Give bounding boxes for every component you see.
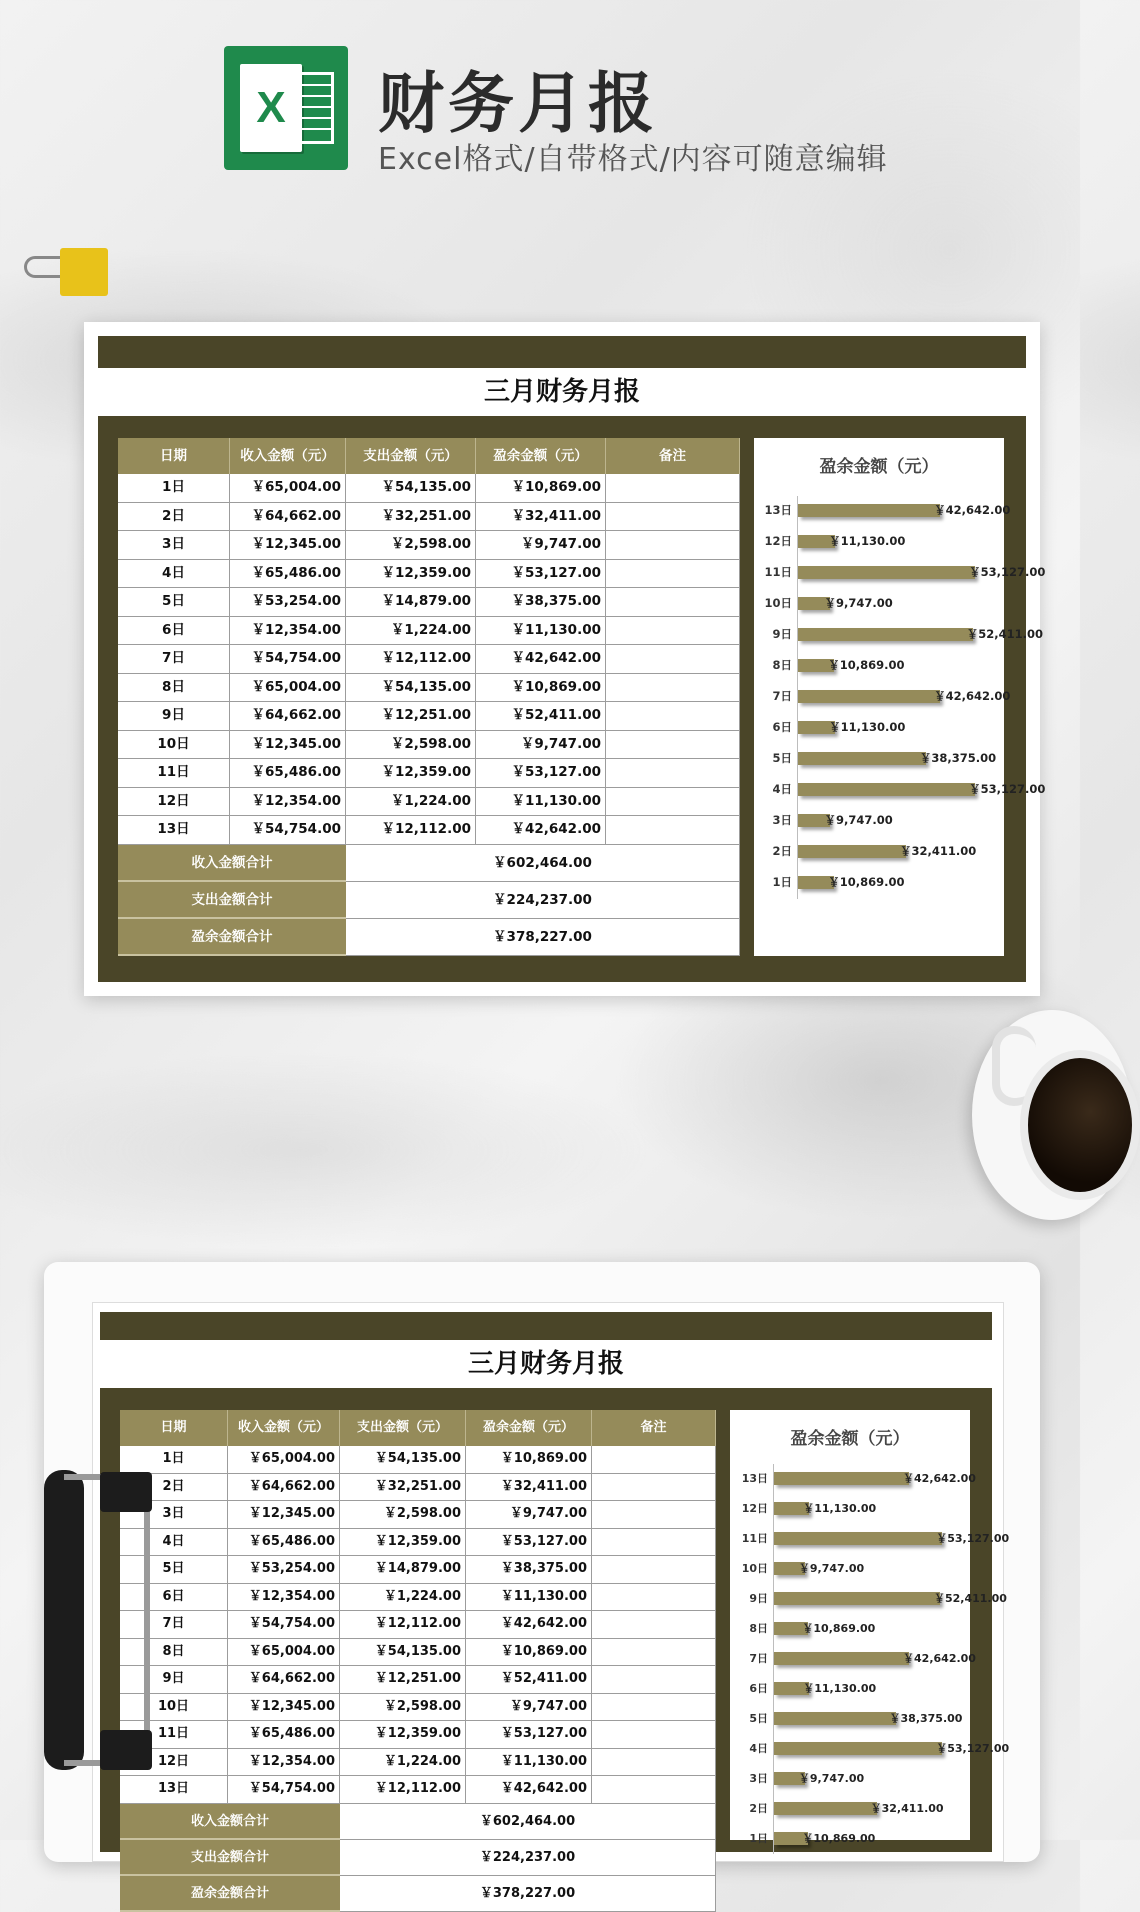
amount-cell: ￥64,662.00 — [228, 1474, 340, 1501]
amount-cell: ￥65,004.00 — [230, 474, 346, 502]
amount-cell: ￥32,411.00 — [476, 503, 606, 531]
date-cell: 10日 — [118, 731, 230, 759]
note-cell[interactable] — [606, 503, 740, 531]
chart-data-label: ￥11,130.00 — [803, 1502, 877, 1515]
amount-cell: ￥65,004.00 — [228, 1639, 340, 1666]
note-cell[interactable] — [606, 759, 740, 787]
amount-cell: ￥64,662.00 — [230, 503, 346, 531]
chart-data-label: ￥38,375.00 — [889, 1712, 963, 1725]
note-cell[interactable] — [592, 1776, 716, 1803]
chart-category-label: 6日 — [749, 1682, 768, 1695]
excel-logo-icon — [224, 46, 348, 170]
column-header: 收入金额（元） — [228, 1410, 340, 1446]
amount-cell: ￥53,127.00 — [476, 560, 606, 588]
date-cell: 12日 — [120, 1749, 228, 1776]
chart-bar — [798, 783, 975, 796]
amount-cell: ￥2,598.00 — [340, 1694, 466, 1721]
amount-cell: ￥14,879.00 — [346, 588, 476, 616]
total-value: ￥602,464.00 — [340, 1804, 716, 1840]
note-cell[interactable] — [606, 731, 740, 759]
table-row — [118, 816, 740, 845]
amount-cell: ￥12,345.00 — [228, 1694, 340, 1721]
date-cell: 4日 — [118, 560, 230, 588]
amount-cell: ￥65,004.00 — [228, 1446, 340, 1473]
date-cell: 7日 — [118, 645, 230, 673]
column-header: 盈余金额（元） — [476, 438, 606, 474]
table-header — [120, 1410, 716, 1446]
date-cell: 12日 — [118, 788, 230, 816]
chart-data-label: ￥10,869.00 — [828, 875, 905, 889]
chart-data-label: ￥42,642.00 — [934, 689, 1011, 703]
total-value: ￥378,227.00 — [340, 1876, 716, 1912]
amount-cell: ￥12,345.00 — [230, 731, 346, 759]
amount-cell: ￥12,112.00 — [340, 1776, 466, 1803]
amount-cell: ￥2,598.00 — [346, 731, 476, 759]
note-cell[interactable] — [606, 617, 740, 645]
table-row — [118, 645, 740, 674]
date-cell: 13日 — [120, 1776, 228, 1803]
date-cell: 3日 — [120, 1501, 228, 1528]
amount-cell: ￥12,112.00 — [340, 1611, 466, 1638]
chart-bar — [798, 566, 975, 579]
note-cell[interactable] — [606, 645, 740, 673]
chart-data-label: ￥42,642.00 — [903, 1472, 976, 1485]
amount-cell: ￥65,486.00 — [230, 759, 346, 787]
chart-category-label: 11日 — [764, 565, 792, 579]
table-row — [120, 1611, 716, 1639]
amount-cell: ￥32,251.00 — [340, 1474, 466, 1501]
amount-cell: ￥10,869.00 — [476, 474, 606, 502]
chart-data-label: ￥9,747.00 — [824, 596, 893, 610]
table-header — [118, 438, 740, 474]
amount-cell: ￥9,747.00 — [476, 531, 606, 559]
chart-bar — [774, 1652, 909, 1665]
chart-category-label: 5日 — [749, 1712, 768, 1725]
total-row — [120, 1840, 716, 1876]
note-cell[interactable] — [606, 674, 740, 702]
amount-cell: ￥9,747.00 — [466, 1501, 592, 1528]
table-row — [120, 1529, 716, 1557]
amount-cell: ￥12,354.00 — [230, 788, 346, 816]
table-row — [120, 1446, 716, 1474]
amount-cell: ￥1,224.00 — [346, 617, 476, 645]
chart-category-label: 3日 — [749, 1772, 768, 1785]
note-cell[interactable] — [592, 1611, 716, 1638]
date-cell: 6日 — [118, 617, 230, 645]
chart-data-label: ￥42,642.00 — [903, 1652, 976, 1665]
note-cell[interactable] — [592, 1639, 716, 1666]
chart-title: 盈余金额（元） — [790, 1429, 910, 1449]
amount-cell: ￥10,869.00 — [466, 1446, 592, 1473]
table-row — [118, 759, 740, 788]
date-cell: 1日 — [120, 1446, 228, 1473]
chart-data-label: ￥32,411.00 — [900, 844, 977, 858]
chart-category-label: 8日 — [749, 1622, 768, 1635]
amount-cell: ￥12,354.00 — [230, 617, 346, 645]
amount-cell: ￥11,130.00 — [466, 1749, 592, 1776]
date-cell: 2日 — [120, 1474, 228, 1501]
amount-cell: ￥54,754.00 — [228, 1611, 340, 1638]
date-cell: 9日 — [118, 702, 230, 730]
date-cell: 11日 — [120, 1721, 228, 1748]
amount-cell: ￥52,411.00 — [466, 1666, 592, 1693]
column-header: 备注 — [606, 438, 740, 474]
total-value: ￥378,227.00 — [346, 919, 740, 956]
chart-data-label: ￥53,127.00 — [936, 1742, 1010, 1755]
table-row — [120, 1666, 716, 1694]
table-row — [120, 1776, 716, 1804]
table-row — [118, 474, 740, 503]
report-title: 三月财务月报 — [100, 1340, 992, 1388]
amount-cell: ￥12,359.00 — [346, 759, 476, 787]
amount-cell: ￥54,135.00 — [340, 1446, 466, 1473]
date-cell: 5日 — [118, 588, 230, 616]
date-cell: 8日 — [120, 1639, 228, 1666]
note-cell[interactable] — [606, 560, 740, 588]
chart-category-label: 5日 — [772, 751, 792, 765]
date-cell: 10日 — [120, 1694, 228, 1721]
amount-cell: ￥53,254.00 — [230, 588, 346, 616]
chart-bar — [774, 1742, 942, 1755]
note-cell[interactable] — [592, 1501, 716, 1528]
amount-cell: ￥65,486.00 — [230, 560, 346, 588]
column-header: 日期 — [120, 1410, 228, 1446]
table-row — [118, 674, 740, 703]
table-row — [120, 1501, 716, 1529]
chart-category-label: 12日 — [764, 534, 792, 548]
table-row — [120, 1639, 716, 1667]
chart-category-label: 10日 — [741, 1562, 768, 1575]
amount-cell: ￥12,359.00 — [340, 1529, 466, 1556]
note-cell[interactable] — [606, 588, 740, 616]
table-row — [120, 1721, 716, 1749]
amount-cell: ￥12,345.00 — [228, 1501, 340, 1528]
chart-category-label: 9日 — [772, 627, 792, 641]
note-cell[interactable] — [606, 702, 740, 730]
amount-cell: ￥53,127.00 — [466, 1721, 592, 1748]
chart-bar — [798, 690, 940, 703]
column-header: 支出金额（元） — [340, 1410, 466, 1446]
chart-bar — [774, 1802, 877, 1815]
total-row — [118, 919, 740, 956]
column-header: 备注 — [592, 1410, 716, 1446]
chart-data-label: ￥32,411.00 — [870, 1802, 944, 1815]
total-label: 支出金额合计 — [118, 882, 346, 919]
total-row — [120, 1876, 716, 1912]
note-cell[interactable] — [592, 1474, 716, 1501]
table-row — [118, 731, 740, 760]
column-header: 日期 — [118, 438, 230, 474]
amount-cell: ￥53,254.00 — [228, 1556, 340, 1583]
total-row — [118, 845, 740, 882]
excel-logo-letter: X — [256, 83, 286, 132]
chart-category-label: 3日 — [772, 813, 792, 827]
chart-data-label: ￥9,747.00 — [824, 813, 893, 827]
chart-category-label: 9日 — [749, 1592, 768, 1605]
table-row — [118, 617, 740, 646]
amount-cell: ￥1,224.00 — [340, 1584, 466, 1611]
total-value: ￥224,237.00 — [340, 1840, 716, 1876]
chart-category-label: 7日 — [749, 1652, 768, 1665]
amount-cell: ￥54,135.00 — [340, 1639, 466, 1666]
chart-bar — [798, 628, 973, 641]
amount-cell: ￥32,251.00 — [346, 503, 476, 531]
chart-title: 盈余金额（元） — [819, 457, 939, 477]
amount-cell: ￥12,251.00 — [340, 1666, 466, 1693]
chart-data-label: ￥9,747.00 — [798, 1772, 865, 1785]
chart-data-label: ￥10,869.00 — [802, 1622, 876, 1635]
total-row — [120, 1804, 716, 1840]
amount-cell: ￥52,411.00 — [476, 702, 606, 730]
chart-data-label: ￥53,127.00 — [969, 565, 1046, 579]
page-title: 财务月报 — [378, 65, 658, 142]
chart-category-label: 1日 — [772, 875, 792, 889]
date-cell: 7日 — [120, 1611, 228, 1638]
chart-category-label: 2日 — [749, 1802, 768, 1815]
total-label: 收入金额合计 — [120, 1804, 340, 1840]
table-row — [118, 702, 740, 731]
table-row — [120, 1584, 716, 1612]
amount-cell: ￥65,486.00 — [228, 1721, 340, 1748]
chart-category-label: 13日 — [741, 1472, 768, 1485]
amount-cell: ￥42,642.00 — [476, 816, 606, 844]
note-cell[interactable] — [592, 1529, 716, 1556]
chart-category-label: 4日 — [772, 782, 792, 796]
chart-category-label: 13日 — [764, 503, 792, 517]
chart-category-label: 2日 — [772, 844, 792, 858]
amount-cell: ￥53,127.00 — [476, 759, 606, 787]
amount-cell: ￥54,754.00 — [228, 1776, 340, 1803]
date-cell: 5日 — [120, 1556, 228, 1583]
amount-cell: ￥38,375.00 — [466, 1556, 592, 1583]
chart-bar — [798, 845, 906, 858]
chart-bar — [774, 1592, 940, 1605]
note-cell[interactable] — [592, 1721, 716, 1748]
total-label: 收入金额合计 — [118, 845, 346, 882]
total-value: ￥602,464.00 — [346, 845, 740, 882]
chart-data-label: ￥10,869.00 — [802, 1832, 876, 1845]
chart-data-label: ￥42,642.00 — [934, 503, 1011, 517]
amount-cell: ￥2,598.00 — [346, 531, 476, 559]
chart-category-label: 8日 — [772, 658, 792, 672]
chart-bar — [774, 1472, 909, 1485]
chart-category-label: 12日 — [741, 1502, 768, 1515]
amount-cell: ￥14,879.00 — [340, 1556, 466, 1583]
chart-data-label: ￥53,127.00 — [969, 782, 1046, 796]
table-row — [118, 588, 740, 617]
table-row — [118, 788, 740, 817]
amount-cell: ￥32,411.00 — [466, 1474, 592, 1501]
date-cell: 1日 — [118, 474, 230, 502]
amount-cell: ￥54,135.00 — [346, 474, 476, 502]
amount-cell: ￥10,869.00 — [466, 1639, 592, 1666]
note-cell[interactable] — [606, 816, 740, 844]
amount-cell: ￥54,135.00 — [346, 674, 476, 702]
data-table — [118, 438, 740, 956]
table-row — [120, 1556, 716, 1584]
table-row — [120, 1474, 716, 1502]
chart-category-label: 10日 — [764, 596, 792, 610]
column-header: 支出金额（元） — [346, 438, 476, 474]
note-cell[interactable] — [592, 1694, 716, 1721]
chart-bar — [798, 504, 940, 517]
amount-cell: ￥11,130.00 — [476, 788, 606, 816]
amount-cell: ￥53,127.00 — [466, 1529, 592, 1556]
column-header: 盈余金额（元） — [466, 1410, 592, 1446]
total-row — [118, 882, 740, 919]
chart-data-label: ￥11,130.00 — [829, 720, 906, 734]
note-cell[interactable] — [592, 1556, 716, 1583]
amount-cell: ￥54,754.00 — [230, 816, 346, 844]
amount-cell: ￥64,662.00 — [228, 1666, 340, 1693]
amount-cell: ￥9,747.00 — [466, 1694, 592, 1721]
table-row — [118, 560, 740, 589]
chart-data-label: ￥38,375.00 — [919, 751, 997, 765]
date-cell: 2日 — [118, 503, 230, 531]
chart-data-label: ￥53,127.00 — [936, 1532, 1010, 1545]
amount-cell: ￥11,130.00 — [466, 1584, 592, 1611]
chart-data-label: ￥52,411.00 — [966, 627, 1043, 641]
amount-cell: ￥42,642.00 — [476, 645, 606, 673]
total-label: 盈余金额合计 — [120, 1876, 340, 1912]
date-cell: 6日 — [120, 1584, 228, 1611]
date-cell: 4日 — [120, 1529, 228, 1556]
note-cell[interactable] — [592, 1749, 716, 1776]
table-row — [120, 1749, 716, 1777]
report-title: 三月财务月报 — [98, 368, 1026, 416]
date-cell: 11日 — [118, 759, 230, 787]
amount-cell: ￥12,345.00 — [230, 531, 346, 559]
table-row — [118, 503, 740, 532]
amount-cell: ￥65,486.00 — [228, 1529, 340, 1556]
amount-cell: ￥12,112.00 — [346, 645, 476, 673]
column-header: 收入金额（元） — [230, 438, 346, 474]
date-cell: 3日 — [118, 531, 230, 559]
amount-cell: ￥9,747.00 — [476, 731, 606, 759]
profit-bar-chart — [730, 1410, 1010, 1845]
data-table — [120, 1410, 716, 1912]
page-subtitle: Excel格式/自带格式/内容可随意编辑 — [378, 142, 888, 177]
amount-cell: ￥42,642.00 — [466, 1776, 592, 1803]
chart-category-label: 6日 — [772, 720, 792, 734]
table-row — [118, 531, 740, 560]
note-cell[interactable] — [592, 1666, 716, 1693]
amount-cell: ￥12,359.00 — [346, 560, 476, 588]
chart-category-label: 11日 — [741, 1532, 768, 1545]
amount-cell: ￥54,754.00 — [230, 645, 346, 673]
note-cell[interactable] — [606, 474, 740, 502]
date-cell: 8日 — [118, 674, 230, 702]
chart-data-label: ￥9,747.00 — [798, 1562, 865, 1575]
chart-data-label: ￥10,869.00 — [828, 658, 905, 672]
amount-cell: ￥38,375.00 — [476, 588, 606, 616]
amount-cell: ￥10,869.00 — [476, 674, 606, 702]
table-row — [120, 1694, 716, 1722]
note-cell[interactable] — [606, 788, 740, 816]
chart-bar — [774, 1532, 942, 1545]
amount-cell: ￥12,354.00 — [228, 1749, 340, 1776]
date-cell: 13日 — [118, 816, 230, 844]
date-cell: 9日 — [120, 1666, 228, 1693]
profit-bar-chart — [754, 438, 1046, 956]
amount-cell: ￥2,598.00 — [340, 1501, 466, 1528]
amount-cell: ￥42,642.00 — [466, 1611, 592, 1638]
amount-cell: ￥12,359.00 — [340, 1721, 466, 1748]
total-label: 支出金额合计 — [120, 1840, 340, 1876]
chart-category-label: 7日 — [772, 689, 792, 703]
chart-data-label: ￥11,130.00 — [803, 1682, 877, 1695]
amount-cell: ￥1,224.00 — [346, 788, 476, 816]
chart-bar — [798, 752, 926, 765]
chart-data-label: ￥11,130.00 — [829, 534, 906, 548]
amount-cell: ￥12,354.00 — [228, 1584, 340, 1611]
total-label: 盈余金额合计 — [118, 919, 346, 956]
chart-category-label: 4日 — [749, 1742, 768, 1755]
amount-cell: ￥12,251.00 — [346, 702, 476, 730]
amount-cell: ￥64,662.00 — [230, 702, 346, 730]
amount-cell: ￥65,004.00 — [230, 674, 346, 702]
note-cell[interactable] — [606, 531, 740, 559]
note-cell[interactable] — [592, 1446, 716, 1473]
coffee-cup-icon — [972, 1010, 1132, 1220]
note-cell[interactable] — [592, 1584, 716, 1611]
total-value: ￥224,237.00 — [346, 882, 740, 919]
chart-data-label: ￥52,411.00 — [933, 1592, 1007, 1605]
amount-cell: ￥11,130.00 — [476, 617, 606, 645]
amount-cell: ￥12,112.00 — [346, 816, 476, 844]
amount-cell: ￥1,224.00 — [340, 1749, 466, 1776]
chart-category-label: 1日 — [749, 1832, 768, 1845]
chart-bar — [774, 1712, 896, 1725]
